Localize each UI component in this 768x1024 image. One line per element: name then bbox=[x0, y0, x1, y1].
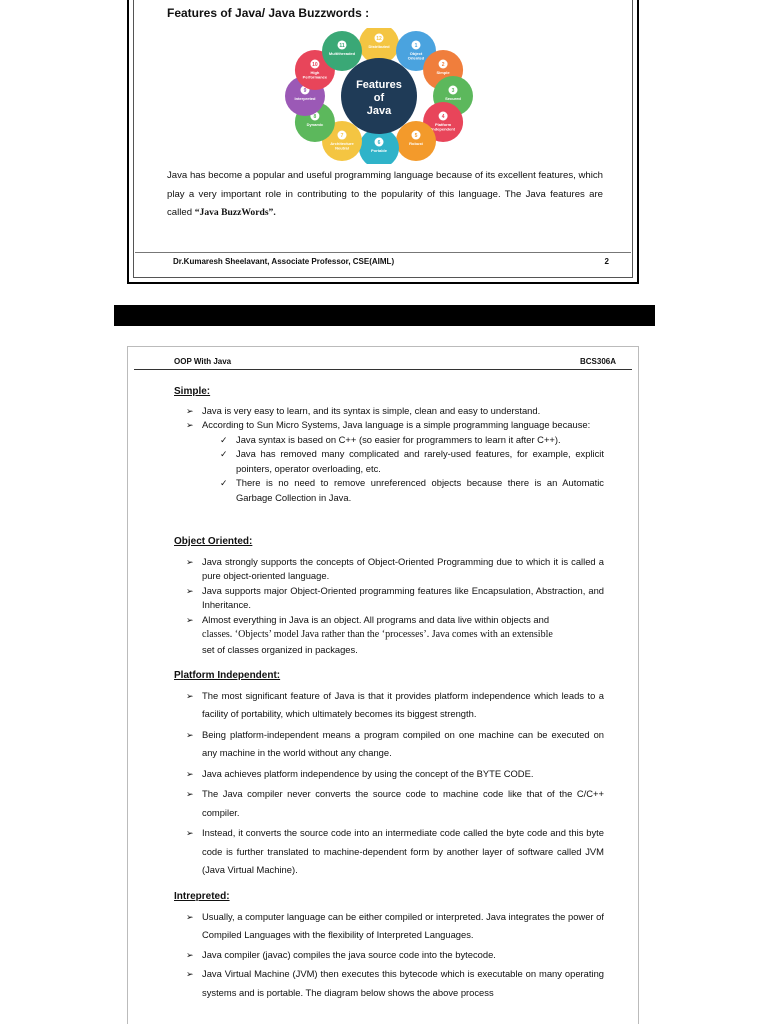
wheel-petal-label: Portable bbox=[370, 148, 388, 153]
list-item-text: Java Virtual Machine (JVM) then executes this bytecode which is executable on many operating systems and is portable. The diagram below shows the above process bbox=[202, 968, 604, 998]
wheel-petal-label: Architecture bbox=[330, 141, 354, 147]
wheel-petal-number: 4 bbox=[441, 113, 445, 120]
wheel-petal bbox=[396, 121, 436, 161]
arrow-bullet-icon: ➢ bbox=[186, 828, 194, 838]
wheel-petal-label: Interpreted bbox=[294, 96, 316, 101]
list-item-text: According to Sun Micro Systems, Java language is a simple programming language because: bbox=[202, 419, 591, 430]
list-item bbox=[174, 965, 604, 1002]
wheel-petal-number: 8 bbox=[313, 113, 317, 120]
document-page-1 bbox=[127, 0, 639, 284]
list-item bbox=[174, 687, 604, 724]
arrow-bullet-icon: ➢ bbox=[186, 405, 194, 416]
page-title: Features of Java/ Java Buzzwords : bbox=[167, 6, 370, 20]
list-item-text: Almost everything in Java is an object. All programs and data live within objects and bbox=[202, 613, 550, 625]
checkmark-icon: ✓ bbox=[220, 449, 228, 459]
checkmark-icon: ✓ bbox=[220, 478, 228, 488]
list-item-text: Usually, a computer language can be either compiled or interpreted. Java integrates the power of Compiled Languages with the flexibility of Interpreted Languages. bbox=[202, 910, 604, 940]
list-item-text: There is no need to remove unreferenced objects because there is an Automatic Garbage Collection in Java. bbox=[236, 477, 604, 503]
wheel-petal-number: 6 bbox=[377, 139, 381, 146]
section-simple bbox=[174, 385, 604, 505]
list-item bbox=[174, 555, 604, 584]
list-item-text: Java has removed many complicated and rarely-used features, for example, explicit pointers, operator overloading, etc. bbox=[236, 448, 604, 474]
list-item-text: Java compiler (javac) compiles the java source code into the bytecode. bbox=[202, 948, 496, 960]
list-item bbox=[174, 908, 604, 945]
document-page-2 bbox=[127, 346, 639, 1024]
arrow-bullet-icon: ➢ bbox=[186, 949, 194, 960]
list-item-text-serif: classes. ‘Objects’ model Java rather than the ‘processes’. Java comes with an extensible bbox=[202, 629, 553, 640]
list-item-text: Java syntax is based on C++ (so easier for programmers to learn it after C++). bbox=[236, 433, 561, 445]
page-number: 2 bbox=[604, 257, 609, 266]
arrow-bullet-icon: ➢ bbox=[186, 556, 194, 567]
header-divider bbox=[134, 369, 632, 370]
wheel-petal-label: Object bbox=[409, 50, 423, 56]
wheel-svg bbox=[279, 28, 479, 164]
wheel-petal-number: 1 bbox=[414, 42, 418, 49]
arrow-bullet-icon: ➢ bbox=[186, 729, 194, 740]
list-item bbox=[174, 584, 604, 613]
arrow-bullet-icon: ➢ bbox=[186, 911, 194, 922]
wheel-petal-label: Robust bbox=[409, 141, 423, 147]
section-title-object-oriented: Object Oriented: bbox=[174, 536, 253, 547]
wheel-petal-label: Oriented bbox=[407, 55, 425, 61]
arrow-bullet-icon: ➢ bbox=[186, 969, 194, 979]
section-title-interpreted: Intrepreted: bbox=[174, 891, 230, 902]
section-title-platform-independent: Platform Independent: bbox=[174, 670, 281, 681]
list-item-text: Java is very easy to learn, and its syntax is simple, clean and easy to understand. bbox=[202, 404, 541, 416]
list-item bbox=[174, 765, 604, 784]
list-item bbox=[174, 785, 604, 822]
wheel-petal-label: Multithreaded bbox=[328, 50, 356, 56]
arrow-bullet-icon: ➢ bbox=[186, 768, 194, 779]
arrow-bullet-icon: ➢ bbox=[186, 585, 194, 596]
checkmark-icon: ✓ bbox=[220, 434, 228, 445]
list-item-text: Java strongly supports the concepts of Object-Oriented Programming due to which it is called a pure object-oriented language. bbox=[202, 555, 604, 581]
list-item-text: The Java compiler never converts the source code to machine code like that of the C/C++ compiler. bbox=[202, 788, 604, 818]
wheel-petal-label: High bbox=[310, 70, 320, 75]
arrow-bullet-icon: ➢ bbox=[186, 614, 194, 625]
wheel-petal-label: Dynamic bbox=[306, 122, 324, 127]
wheel-center-line3: Java bbox=[366, 105, 392, 117]
wheel-petal-label: Platform bbox=[434, 122, 452, 127]
section-object-oriented bbox=[174, 535, 604, 657]
wheel-petal-number: 11 bbox=[339, 42, 345, 49]
wheel-petal-number: 5 bbox=[414, 132, 418, 139]
wheel-petal-number: 12 bbox=[376, 35, 382, 42]
list-item bbox=[174, 613, 604, 658]
header-course-code: BCS306A bbox=[579, 357, 616, 366]
list-item bbox=[174, 418, 604, 433]
footer-divider bbox=[135, 252, 631, 253]
list-item-text: The most significant feature of Java is that it provides platform independence which leads to a facility of portability, which ultimately becomes its biggest strength. bbox=[202, 689, 604, 719]
list-item-text: set of classes organized in packages. bbox=[202, 643, 358, 655]
arrow-bullet-icon: ➢ bbox=[186, 690, 194, 701]
section-title-simple: Simple: bbox=[174, 386, 211, 397]
list-item-text: Being platform-independent means a program compiled on one machine can be executed on any machine in the world without any change. bbox=[202, 728, 604, 758]
list-item bbox=[174, 433, 604, 448]
section-interpreted bbox=[174, 890, 604, 1002]
wheel-petal-label: Simple bbox=[436, 70, 450, 75]
wheel-center-line2: of bbox=[373, 92, 385, 104]
wheel-petal bbox=[322, 31, 362, 71]
list-item-text: Java achieves platform independence by using the concept of the BYTE CODE. bbox=[202, 767, 534, 779]
list-item bbox=[174, 447, 604, 476]
list-item bbox=[174, 946, 604, 965]
wheel-petal-label: Performance bbox=[302, 74, 328, 80]
list-item bbox=[174, 824, 604, 880]
wheel-petal-number: 9 bbox=[303, 87, 307, 94]
page-separator-bar bbox=[114, 305, 655, 326]
list-item-text: Java supports major Object-Oriented programming features like Encapsulation, Abstraction, and Inheritance. bbox=[202, 584, 604, 610]
section-platform-independent bbox=[174, 669, 604, 880]
wheel-petal-label: Neutral bbox=[335, 145, 349, 151]
list-item-text: Instead, it converts the source code into an intermediate code called the byte code and this byte code is further translated to machine-dependent form by another layer of software called JVM (Java Virtual Machine). bbox=[202, 827, 604, 875]
features-of-java-wheel-diagram bbox=[279, 28, 479, 164]
wheel-petal-number: 2 bbox=[441, 61, 445, 68]
arrow-bullet-icon: ➢ bbox=[186, 789, 194, 799]
wheel-petal-label: Distributed bbox=[368, 44, 390, 49]
arrow-bullet-icon: ➢ bbox=[186, 420, 194, 430]
list-item bbox=[174, 726, 604, 763]
wheel-petal-label: Independent bbox=[431, 126, 455, 132]
wheel-center-line1: Features bbox=[356, 79, 402, 91]
intro-paragraph bbox=[167, 167, 603, 223]
wheel-petal-number: 7 bbox=[340, 132, 344, 139]
intro-bold-text: “Java BuzzWords”. bbox=[194, 207, 276, 218]
list-item bbox=[174, 476, 604, 505]
header-course-title: OOP With Java bbox=[174, 357, 232, 366]
wheel-petal-number: 3 bbox=[451, 87, 455, 94]
intro-text: Java has become a popular and useful programming language because of its excellent features, which play a very important role in contributing to the popularity of this language. The Java features are called bbox=[167, 170, 603, 218]
list-item bbox=[174, 404, 604, 419]
wheel-petal-label: Secured bbox=[445, 96, 461, 101]
page-footer: Dr.Kumaresh Sheelavant, Associate Professor, CSE(AIML) bbox=[173, 257, 395, 266]
wheel-petal-number: 10 bbox=[312, 61, 318, 68]
